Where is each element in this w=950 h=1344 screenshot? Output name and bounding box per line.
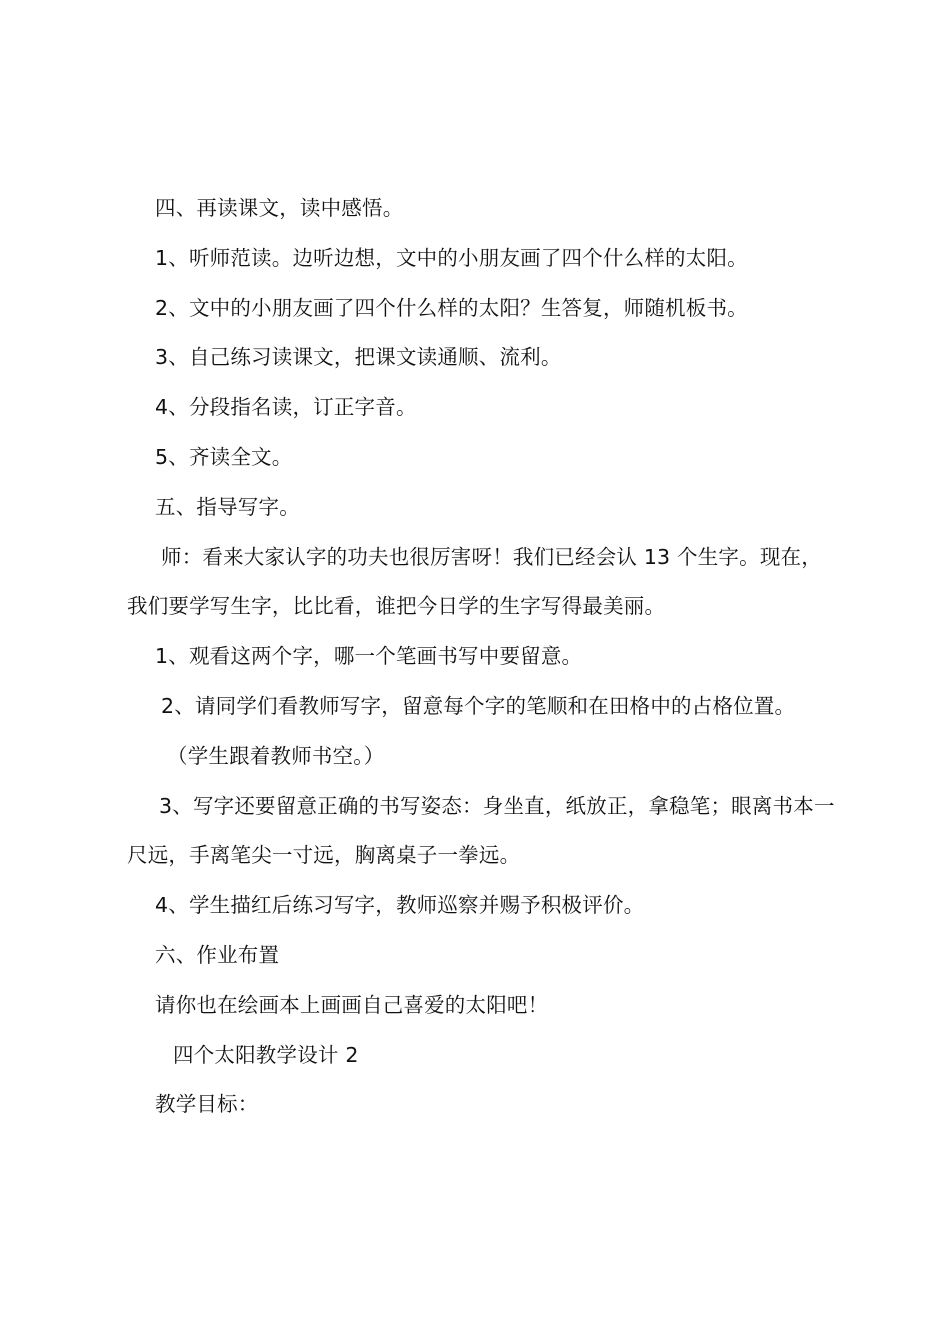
list-item: 1、观看这两个字，哪一个笔画书写中要留意。 (155, 644, 583, 669)
section-heading-goals: 教学目标： (155, 1092, 259, 1117)
list-item: 3、自己练习读课文，把课文读通顺、流利。 (155, 345, 562, 370)
document-subtitle: 四个太阳教学设计 2 (173, 1042, 359, 1067)
list-item: 2、请同学们看教师写字，留意每个字的笔顺和在田格中的占格位置。 (161, 693, 796, 718)
section-heading-writing: 五、指导写字。 (155, 494, 300, 519)
body-paragraph: 请你也在绘画本上画画自己喜爱的太阳吧！ (155, 992, 549, 1017)
list-item: 1、听师范读。边听边想，文中的小朋友画了四个什么样的太阳。 (155, 245, 748, 270)
body-paragraph: 师：看来大家认字的功夫也很厉害呀！我们已经会认 13 个生字。现在，我们要学写生字，比比看，谁把今日学的生字写得最美丽。 (127, 544, 822, 619)
list-item: 4、分段指名读，订正字音。 (155, 395, 417, 420)
section-heading-reread: 四、再读课文，读中感悟。 (155, 196, 404, 220)
list-item: 5、齐读全文。 (155, 444, 293, 469)
section-heading-homework: 六、作业布置 (155, 942, 280, 967)
list-item: 4、学生描红后练习写字，教师巡察并赐予积极评价。 (155, 893, 645, 918)
list-item: 2、文中的小朋友画了四个什么样的太阳？生答复，师随机板书。 (155, 295, 748, 320)
document-body (127, 184, 837, 1130)
list-item: 3、写字还要留意正确的书写姿态：身坐直，纸放正，拿稳笔；眼离书本一尺远，手离笔尖一寸远，胸离桌子一拳远。 (127, 793, 835, 868)
body-paragraph: （学生跟着教师书空。） (167, 743, 385, 768)
